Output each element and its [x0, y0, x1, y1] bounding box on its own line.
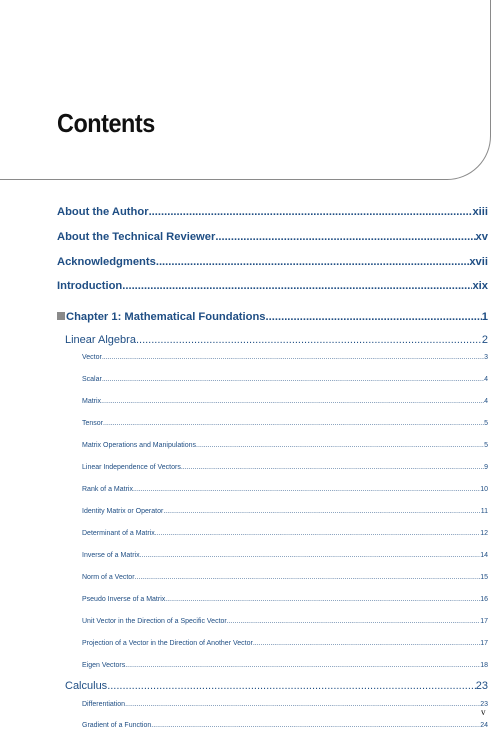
dot-leader	[163, 508, 480, 515]
toc-entry-page: 5	[484, 442, 488, 449]
dot-leader	[140, 552, 481, 559]
dot-leader	[156, 256, 469, 268]
toc-entry-label: Scalar	[82, 376, 102, 383]
toc-entry-page: 14	[480, 552, 488, 559]
toc-entry-about-reviewer[interactable]	[57, 231, 488, 243]
toc-entry-page: 17	[480, 640, 488, 647]
page-title: Contents	[57, 108, 155, 138]
toc-entry-label: Introduction	[57, 280, 123, 292]
chapter-header-frame	[0, 0, 491, 180]
dot-leader	[136, 334, 482, 346]
page-number: v	[481, 707, 486, 717]
dot-leader	[155, 530, 480, 537]
toc-entry-about-author[interactable]	[57, 206, 488, 218]
dot-leader	[135, 574, 481, 581]
toc-entry-page: 2	[481, 334, 488, 346]
toc-entry-matrix-operations[interactable]	[82, 442, 488, 449]
toc-entry-label: Linear Algebra	[65, 334, 136, 346]
dot-leader	[253, 640, 480, 647]
toc-entry-page: 5	[484, 420, 488, 427]
toc-entry-pseudo-inverse[interactable]	[82, 596, 488, 603]
toc-entry-label: Linear Independence of Vectors	[82, 464, 181, 471]
dot-leader	[101, 398, 484, 405]
dot-leader	[125, 701, 480, 708]
toc-entry-page: 4	[484, 398, 488, 405]
toc-entry-label: Identity Matrix or Operator	[82, 508, 164, 515]
toc-entry-label: Determinant of a Matrix	[82, 530, 155, 537]
toc-entry-page: 4	[484, 376, 488, 383]
toc-entry-differentiation[interactable]	[82, 701, 488, 708]
toc-entry-label: Differentiation	[82, 701, 126, 708]
toc-entry-norm[interactable]	[82, 574, 488, 581]
toc-entry-label: About the Author	[57, 206, 149, 218]
toc-entry-page: 11	[480, 508, 488, 515]
dot-leader	[165, 596, 480, 603]
toc-entry-calculus[interactable]	[65, 680, 488, 692]
toc-entry-page: 10	[480, 486, 488, 493]
toc-entry-page: 9	[484, 464, 488, 471]
dot-leader	[266, 311, 482, 323]
dot-leader	[107, 680, 476, 692]
dot-leader	[151, 722, 480, 729]
dot-leader	[196, 442, 484, 449]
toc-entry-identity-matrix[interactable]	[82, 508, 488, 515]
toc-entry-page: xv	[475, 231, 488, 243]
toc-entry-introduction[interactable]	[57, 280, 488, 292]
toc-entry-page: xiii	[472, 206, 488, 218]
toc-entry-unit-vector[interactable]	[82, 618, 488, 625]
toc-entry-page: 23	[480, 701, 488, 708]
toc-entry-page: 1	[481, 311, 488, 323]
toc-entry-label: Inverse of a Matrix	[82, 552, 140, 559]
toc-entry-chapter-1[interactable]	[57, 311, 488, 323]
toc-entry-projection[interactable]	[82, 640, 488, 647]
toc-entry-page: xvii	[469, 256, 488, 268]
toc-entry-page: 24	[480, 722, 488, 729]
toc-entry-label: Norm of a Vector	[82, 574, 135, 581]
toc-entry-label: Pseudo Inverse of a Matrix	[82, 596, 166, 603]
toc-entry-label	[57, 311, 266, 323]
toc-entry-linear-independence[interactable]	[82, 464, 488, 471]
toc-entry-label: Projection of a Vector in the Direction of Another Vector	[82, 640, 253, 647]
dot-leader	[122, 280, 472, 292]
toc-entry-tensor[interactable]	[82, 420, 488, 427]
toc-entry-label: Eigen Vectors	[82, 662, 126, 669]
toc-entry-label: Vector	[82, 354, 102, 361]
toc-entry-linear-algebra[interactable]	[65, 334, 488, 346]
toc-entry-page: 3	[484, 354, 488, 361]
toc-entry-determinant[interactable]	[82, 530, 488, 537]
toc-entry-page: xix	[472, 280, 488, 292]
toc-entry-page: 16	[480, 596, 488, 603]
dot-leader	[149, 206, 473, 218]
toc-entry-label: Matrix Operations and Manipulations	[82, 442, 197, 449]
toc-entry-label: Calculus	[65, 680, 108, 692]
toc-entry-page: 17	[480, 618, 488, 625]
toc-entry-acknowledgments[interactable]	[57, 256, 488, 268]
toc-entry-scalar[interactable]	[82, 376, 488, 383]
toc-entry-page: 23	[475, 680, 488, 692]
toc-entry-label: About the Technical Reviewer	[57, 231, 216, 243]
dot-leader	[133, 486, 480, 493]
dot-leader	[103, 420, 484, 427]
toc-entry-label: Acknowledgments	[57, 256, 156, 268]
square-bullet-icon	[57, 312, 65, 320]
toc-entry-label: Rank of a Matrix	[82, 486, 133, 493]
dot-leader	[227, 618, 480, 625]
toc-entry-rank[interactable]	[82, 486, 488, 493]
dot-leader	[181, 464, 484, 471]
dot-leader	[215, 231, 475, 243]
toc-entry-page: 12	[480, 530, 488, 537]
toc-entry-page: 18	[480, 662, 488, 669]
toc-entry-page: 15	[480, 574, 488, 581]
toc-entry-matrix[interactable]	[82, 398, 488, 405]
toc-entry-gradient[interactable]	[82, 722, 488, 729]
toc-entry-label: Gradient of a Function	[82, 722, 152, 729]
toc-entry-label: Matrix	[82, 398, 102, 405]
toc-entry-vector[interactable]	[82, 354, 488, 361]
dot-leader	[102, 376, 484, 383]
toc-entry-label: Unit Vector in the Direction of a Specific Vector	[82, 618, 227, 625]
toc-entry-label: Tensor	[82, 420, 104, 427]
toc-entry-eigen-vectors[interactable]	[82, 662, 488, 669]
dot-leader	[102, 354, 484, 361]
chapter-label: Chapter 1: Mathematical Foundations	[66, 311, 266, 323]
toc-entry-inverse[interactable]	[82, 552, 488, 559]
dot-leader	[125, 662, 480, 669]
